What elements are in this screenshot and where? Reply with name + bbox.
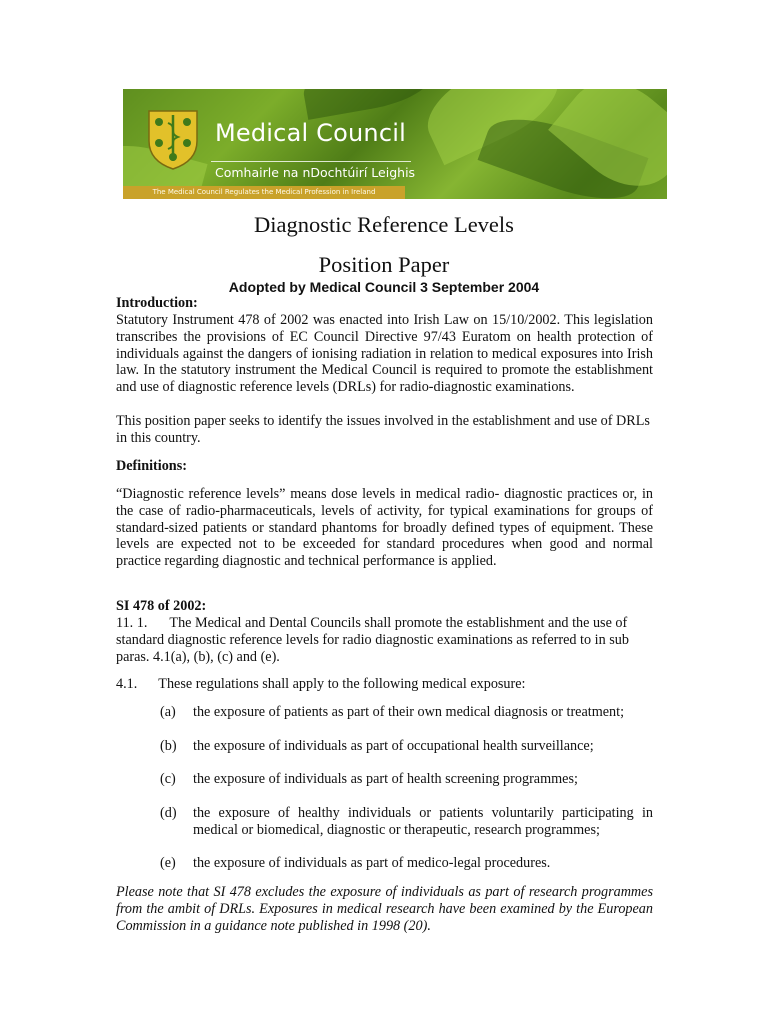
list-item-label: (a) bbox=[160, 704, 176, 720]
banner-tagline: The Medical Council Regulates the Medical Profession in Ireland bbox=[152, 188, 376, 196]
banner-leaf-decoration bbox=[300, 89, 437, 120]
medical-council-banner bbox=[123, 89, 667, 199]
introduction-paragraph: Statutory Instrument 478 of 2002 was enacted into Irish Law on 15/10/2002. This legislation transcribes the provisions of EC Council Directive 97/43 Euratom on health protection of individuals against the dangers of ionising radiation in relation to medical exposures into Irish law. In the statutory instrument the Medical Council is required to promote the establishment and use of diagnostic reference levels (DRLs) for radio-diagnostic examinations. bbox=[116, 312, 653, 396]
definitions-heading: Definitions: bbox=[116, 458, 187, 474]
list-item-text: the exposure of patients as part of their own medical diagnosis or treatment; bbox=[193, 704, 625, 720]
list-item-label: (d) bbox=[160, 805, 177, 821]
list-item bbox=[160, 704, 653, 721]
definitions-paragraph: “Diagnostic reference levels” means dose levels in medical radio- diagnostic practices or, in the case of radio-pharmaceuticals, levels of activity, for typical examinations for groups of standard-sized patients or standard phantoms for broadly defined types of equipment. These levels are expected not to be exceeded for standard procedures when good and normal practice regarding diagnostic and technical performance is applied. bbox=[116, 486, 653, 570]
research-exclusion-note: Please note that SI 478 excludes the exposure of individuals as part of research programmes from the ambit of DRLs. Exposures in medical research have been examined by the European Commission in a guidance note published in 1998 (20). bbox=[116, 884, 653, 934]
list-item-text: the exposure of individuals as part of health screening programmes; bbox=[193, 771, 578, 787]
list-item-text: the exposure of healthy individuals or patients voluntarily participating in medical or biomedical, diagnostic or therapeutic, research programmes; bbox=[193, 805, 653, 838]
banner-title: Medical Council bbox=[215, 119, 406, 147]
si478-clause-text: The Medical and Dental Councils shall promote the establishment and the use of standard diagnostic reference levels for radio diagnostic examinations as referred to in sub paras. 4.1(a), (b), (c) and (e). bbox=[116, 615, 629, 665]
list-item-label: (b) bbox=[160, 738, 177, 754]
adoption-note: Adopted by Medical Council 3 September 2004 bbox=[228, 279, 540, 295]
list-item bbox=[160, 771, 653, 788]
introduction-paragraph-2: This position paper seeks to identify the issues involved in the establishment and use of DRLs in this country. bbox=[116, 413, 650, 446]
regulation-4-1 bbox=[116, 676, 653, 693]
si478-heading: SI 478 of 2002: bbox=[116, 598, 207, 614]
list-item-text: the exposure of individuals as part of occupational health surveillance; bbox=[193, 738, 594, 754]
list-item bbox=[160, 738, 653, 755]
introduction-heading: Introduction: bbox=[116, 295, 198, 311]
list-item-text: the exposure of individuals as part of medico-legal procedures. bbox=[193, 855, 551, 871]
regulation-text: These regulations shall apply to the following medical exposure: bbox=[158, 676, 526, 692]
list-item-label: (c) bbox=[160, 771, 176, 787]
document-subtitle: Position Paper bbox=[318, 252, 450, 277]
list-item bbox=[160, 805, 653, 839]
medical-council-crest-icon bbox=[147, 109, 199, 171]
banner-subtitle: Comhairle na nDochtúirí Leighis bbox=[215, 165, 416, 180]
banner-divider bbox=[211, 161, 411, 162]
document-title: Diagnostic Reference Levels bbox=[254, 212, 514, 237]
regulation-number: 4.1. bbox=[116, 676, 138, 692]
si478-clause-number: 11. 1. bbox=[116, 615, 148, 631]
list-item bbox=[160, 855, 653, 872]
si478-clause bbox=[116, 615, 653, 665]
list-item-label: (e) bbox=[160, 855, 176, 871]
